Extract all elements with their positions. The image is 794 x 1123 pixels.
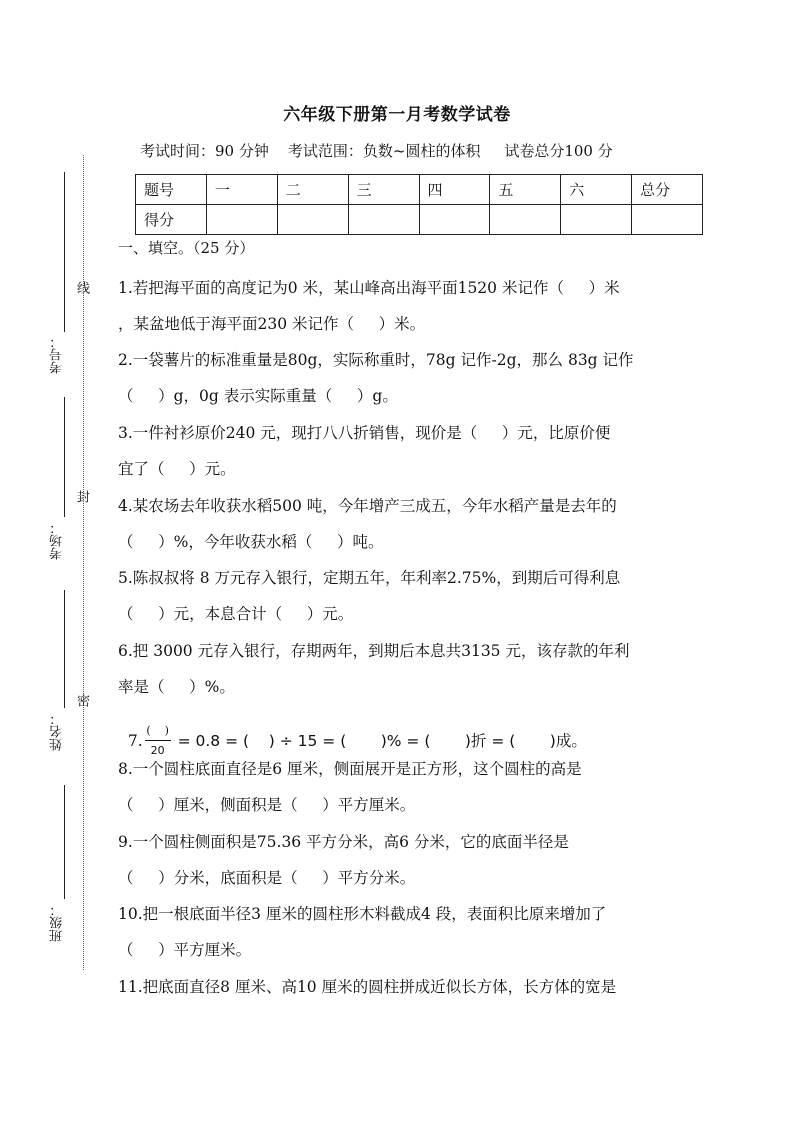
question-7 [118,706,587,760]
binding-dotted-line [83,155,84,970]
score-table [135,174,703,235]
question-4-line-1: 4.某农场去年收获水稻500 吨，今年增产三成五，今年水稻产量是去年的 [118,497,617,515]
question-2-line-2: （ ）g，0g 表示实际重量（ ）g。 [118,387,398,405]
score-header-cell: 六 [561,175,632,205]
question-4-line-2: （ ）%，今年收获水稻（ ）吨。 [118,533,384,551]
score-cell[interactable] [277,205,348,235]
question-9-line-1: 9.一个圆柱侧面积是75.36 平方分米，高6 分米，它的底面半径是 [118,833,569,851]
exam-room-label: 考场： [50,521,65,560]
score-table-header-row [136,175,703,205]
score-cell[interactable] [561,205,632,235]
score-cell[interactable] [490,205,561,235]
name-label: 姓名： [50,712,65,751]
fraction-denominator: 20 [150,744,165,757]
score-cell[interactable] [348,205,419,235]
question-7-equation: = 0.8 = ( ) ÷ 15 = ( )% = ( )折 = ( )成。 [172,732,587,750]
page-title: 六年级下册第一月考数学试卷 [283,105,511,125]
question-11-line-1: 11.把底面直径8 厘米、高10 厘米的圆柱拼成近似长方体，长方体的宽是 [118,978,617,996]
score-header-cell: 四 [419,175,490,205]
fraction-numerator: ( ) [146,724,169,737]
score-header-cell: 五 [490,175,561,205]
score-header-cell: 一 [206,175,277,205]
question-2-line-1: 2.一袋薯片的标准重量是80g，实际称重时，78g 记作-2g，那么 83g 记作 [118,351,634,369]
question-1-line-1: 1.若把海平面的高度记为0 米，某山峰高出海平面1520 米记作（ ）米 [118,279,620,297]
question-9-line-2: （ ）分米，底面积是（ ）平方分米。 [118,869,416,887]
question-3-line-2: 宜了（ ）元。 [118,460,236,478]
exam-number-line[interactable] [64,172,65,332]
question-8-line-1: 8.一个圆柱底面直径是6 厘米，侧面展开是正方形，这个圆柱的高是 [118,760,582,778]
score-cell[interactable] [206,205,277,235]
score-header-cell: 题号 [136,175,207,205]
question-10-line-2: （ ）平方厘米。 [118,941,252,959]
score-header-cell: 二 [277,175,348,205]
score-row-label: 得分 [136,205,207,235]
exam-info: 考试时间：90 分钟 考试范围：负数~圆柱的体积 试卷总分100 分 [140,142,613,160]
exam-number-label: 考号： [50,335,65,374]
question-6-line-1: 6.把 3000 元存入银行，存期两年，到期后本息共3135 元，该存款的年利 [118,642,630,660]
question-3-line-1: 3.一件衬衫原价240 元，现打八八折销售，现价是（ ）元，比原价便 [118,424,611,442]
question-8-line-2: （ ）厘米，侧面积是（ ）平方厘米。 [118,796,416,814]
binding-word-xian: 线 [74,281,89,294]
question-7-fraction [144,724,172,760]
score-header-cell: 三 [348,175,419,205]
class-label: 班级： [50,903,65,942]
question-5-line-2: （ ）元，本息合计（ ）元。 [118,605,354,623]
binding-word-mi: 密 [74,694,89,707]
score-table-score-row [136,205,703,235]
exam-room-line[interactable] [64,397,65,517]
binding-word-feng: 封 [74,490,89,503]
score-cell[interactable] [632,205,703,235]
score-header-cell: 总分 [632,175,703,205]
question-10-line-1: 10.把一根底面半径3 厘米的圆柱形木料截成4 段，表面积比原来增加了 [118,905,607,923]
question-7-number: 7. [127,732,143,750]
question-1-line-2: ，某盆地低于海平面230 米记作（ ）米。 [118,315,426,333]
section-heading-fill-in: 一、填空。（25 分） [118,239,255,257]
name-line[interactable] [64,590,65,708]
class-line[interactable] [64,785,65,899]
question-5-line-1: 5.陈叔叔将 8 万元存入银行，定期五年，年利率2.75%，到期后可得利息 [118,569,621,587]
question-6-line-2: 率是（ ）%。 [118,678,235,696]
score-cell[interactable] [419,205,490,235]
fraction-bar [145,740,171,741]
